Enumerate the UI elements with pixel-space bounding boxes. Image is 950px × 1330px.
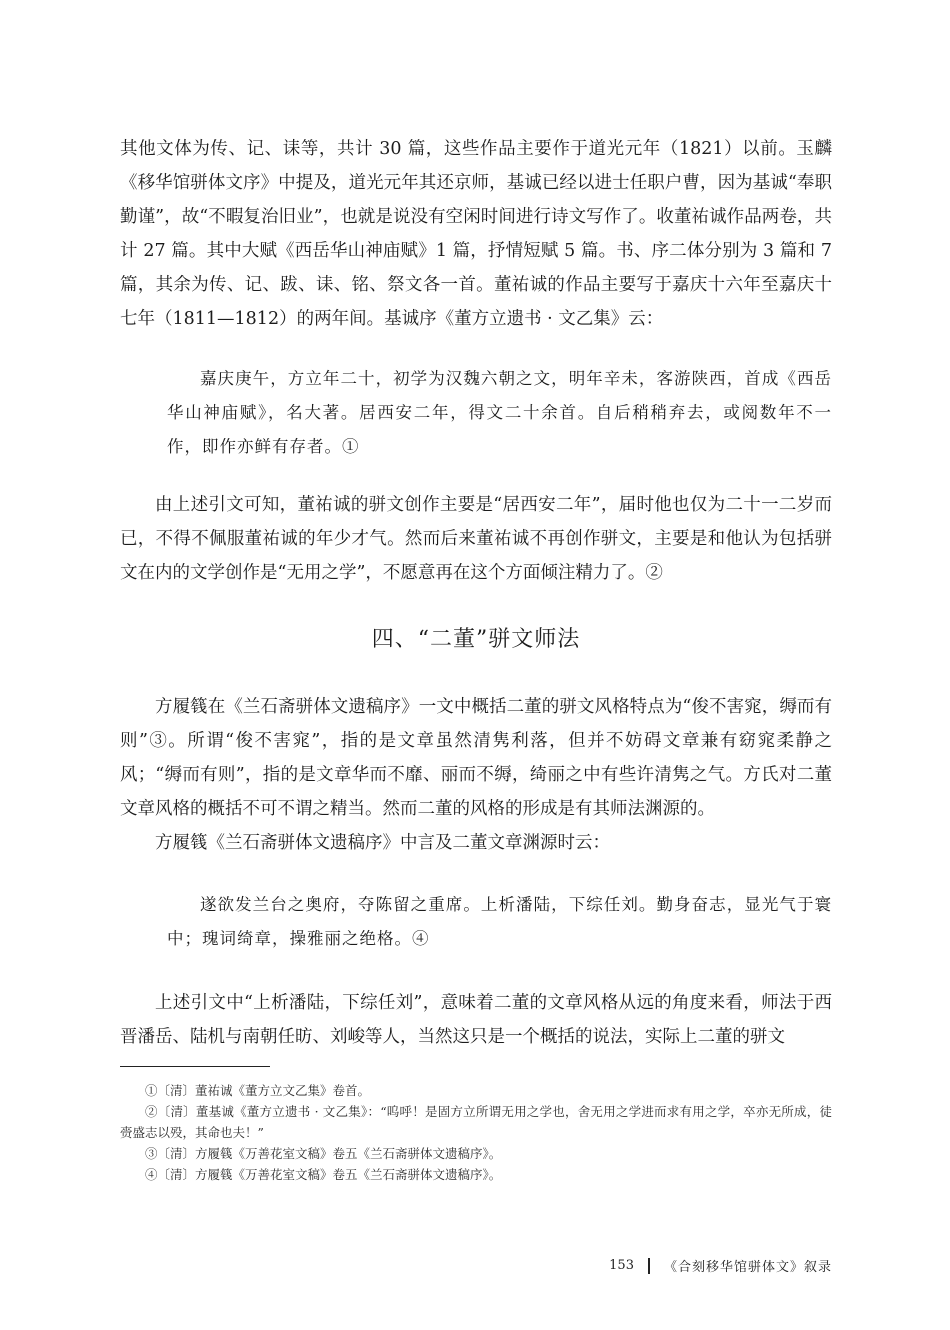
- running-title: 《合刻移华馆骈体文》叙录: [663, 1260, 832, 1275]
- footnote-2: ②〔清〕董基诚《董方立遗书 · 文乙集》：“呜呼！是固方立所谓无用之学也，舍无用之学进而求有用之学，卒亦无所成，徒赍盛志以殁，其命也夫！”: [120, 1104, 832, 1140]
- body-paragraph-2: 由上述引文可知，董祐诚的骈文创作主要是“居西安二年”，届时他也仅为二十一二岁而已，不得不佩服董祐诚的年少才气。然而后来董祐诚不再创作骈文，主要是和他认为包括骈文在内的文学创作是“无用之学”，不愿意再在这个方面倾注精力了。②: [120, 495, 832, 583]
- footnotes: [120, 1080, 832, 1185]
- page-footer: [609, 1256, 832, 1275]
- footnote-4: ④〔清〕方履篯《万善花室文稿》卷五《兰石斋骈体文遗稿序》。: [145, 1167, 502, 1182]
- block-quote-2: 遂欲发兰台之奥府，夺陈留之重席。上析潘陆，下综任刘。勤身奋志，显光气于寰中；瑰词绮章，操雅丽之绝格。④: [167, 895, 832, 948]
- footnote-3: ③〔清〕方履篯《万善花室文稿》卷五《兰石斋骈体文遗稿序》。: [145, 1146, 502, 1161]
- body-paragraph-5: 上述引文中“上析潘陆，下综任刘”，意味着二董的文章风格从远的角度来看，师法于西晋潘岳、陆机与南朝任昉、刘峻等人，当然这只是一个概括的说法，实际上二董的骈文: [120, 993, 832, 1047]
- body-paragraph-4: 方履篯《兰石斋骈体文遗稿序》中言及二董文章渊源时云：: [155, 833, 610, 853]
- block-quote-1: 嘉庆庚午，方立年二十，初学为汉魏六朝之文，明年辛未，客游陕西，首成《西岳华山神庙赋》，名大著。居西安二年，得文二十余首。自后稍稍弃去，或阅数年不一作，即作亦鲜有存者。①: [167, 369, 832, 456]
- page-number: 153: [609, 1258, 634, 1273]
- footnote-rule: [120, 1066, 270, 1067]
- footnote-1: ①〔清〕董祐诚《董方立文乙集》卷首。: [145, 1083, 371, 1098]
- footer-divider: [648, 1258, 650, 1274]
- section-heading: 四、“二董”骈文师法: [371, 627, 581, 652]
- body-paragraph-3: 方履篯在《兰石斋骈体文遗稿序》一文中概括二董的骈文风格特点为“俊不害窕，缛而有则”③。所谓“俊不害窕”，指的是文章虽然清隽利落，但并不妨碍文章兼有窈窕柔静之风；“缛而有则”，指的是文章华而不靡、丽而不缛，绮丽之中有些许清隽之气。方氏对二董文章风格的概括不可不谓之精当。然而二董的风格的形成是有其师法渊源的。: [120, 697, 832, 819]
- body-paragraph-1: 其他文体为传、记、诔等，共计 30 篇，这些作品主要作于道光元年（1821）以前。玉麟《移华馆骈体文序》中提及，道光元年其还京师，基诚已经以进士任职户曹，因为基诚“奉职勤谨”，故“不暇复治旧业”，也就是说没有空闲时间进行诗文写作了。收董祐诚作品两卷，共计 27 篇。其中大赋《西岳华山神庙赋》1 篇，抒情短赋 5 篇。书、序二体分别为 3 篇和 7 篇，其余为传、记、跋、诔、铭、祭文各一首。董祐诚的作品主要写于嘉庆十六年至嘉庆十七年（1811—1812）的两年间。基诚序《董方立遗书 · 文乙集》云：: [120, 139, 832, 329]
